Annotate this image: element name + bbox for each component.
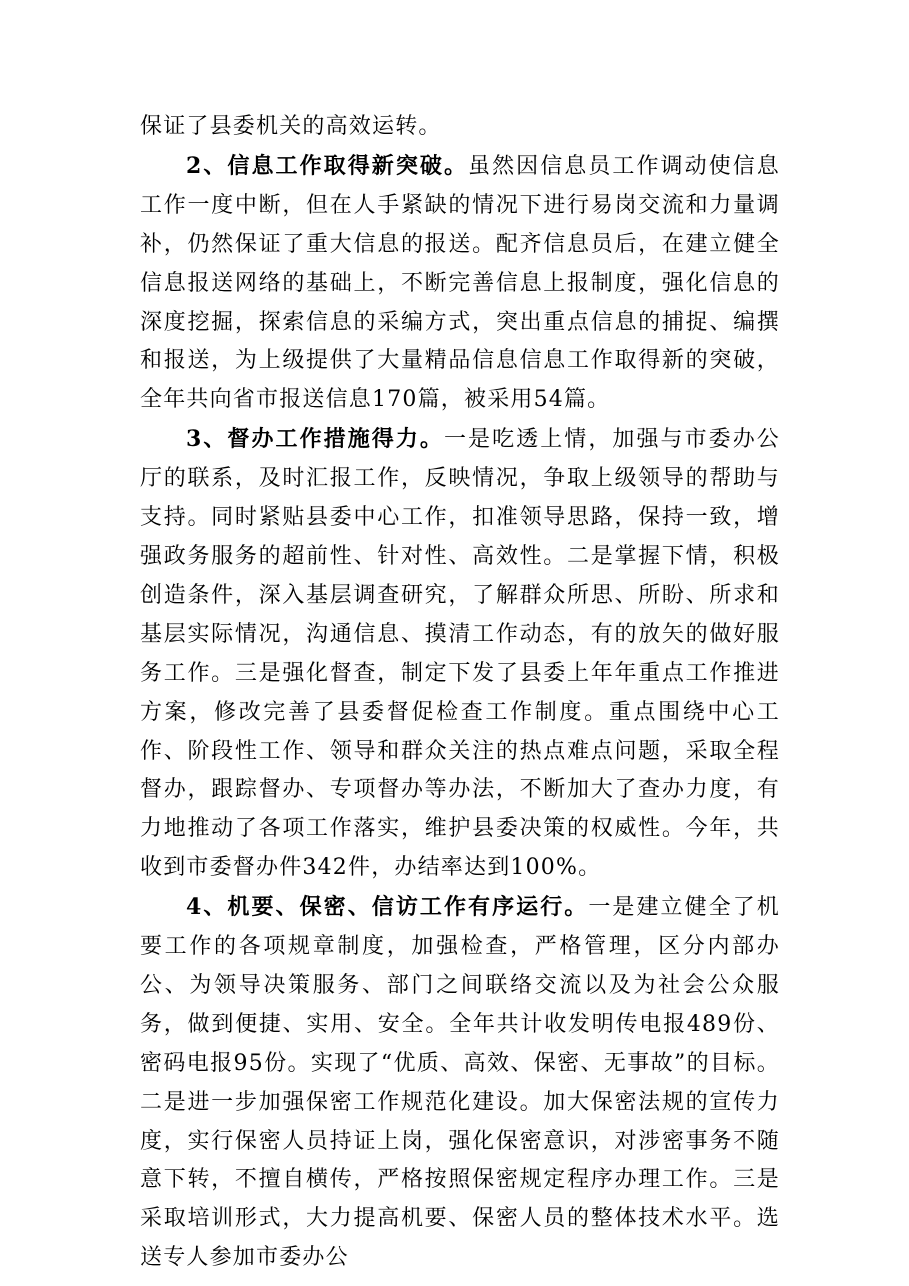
paragraph-text: 虽然因信息员工作调动使信息工作一度中断，但在人手紧缺的情况下进行易岗交流和力量调补，仍然保证了重大信息的报送。配齐信息员后，在建立健全信息报送网络的基础上，不断完善信息上报制度，强化信息的深度挖掘，探索信息的采编方式，突出重点信息的捕捉、编撰和报送，为上级提供了大量精品信息信息工作取得新的突破，全年共向省市报送信息170篇，被采用54篇。: [140, 153, 780, 413]
paragraph-heading: 2、信息工作取得新突破。: [186, 152, 469, 179]
paragraph-text: 一是吃透上情，加强与市委办公厅的联系，及时汇报工作，反映情况，争取上级领导的帮助与支持。同时紧贴县委中心工作，扣准领导思路，保持一致，增强政务服务的超前性、针对性、高效性。二是掌握下情，积极创造条件，深入基层调查研究，了解群众所思、所盼、所求和基层实际情况，沟通信息、摸清工作动态，有的放矢的做好服务工作。三是强化督查，制定下发了县委上年年重点工作推进方案，修改完善了县委督促检查工作制度。重点围绕中心工作、阶段性工作、领导和群众关注的热点难点问题，采取全程督办，跟踪督办、专项督办等办法，不断加大了查办力度，有力地推动了各项工作落实，维护县委决策的权威性。今年，共收到市委督办件342件，办结率达到100%。: [140, 427, 780, 881]
document-body: [140, 108, 780, 1278]
paragraph-heading: 4、机要、保密、信访工作有序运行。: [186, 894, 589, 921]
paragraph-heading: 3、督办工作措施得力。: [186, 426, 444, 453]
paragraph-information-work: [140, 147, 780, 420]
paragraph-text: 保证了县委机关的高效运转。: [140, 114, 442, 139]
paragraph-continuation: [140, 108, 780, 147]
paragraph-text: 一是建立健全了机要工作的各项规章制度，加强检查，严格管理，区分内部办公、为领导决策服务、部门之间联络交流以及为社会公众服务，做到便捷、实用、安全。全年共计收发明传电报489份、密码电报95份。实现了“优质、高效、保密、无事故”的目标。二是进一步加强保密工作规范化建设。加大保密法规的宣传力度，实行保密人员持证上岗，强化保密意识，对涉密事务不随意下转，不擅自横传，严格按照保密规定程序办理工作。三是采取培训形式，大力提高机要、保密人员的整体技术水平。选送专人参加市委办公: [140, 895, 780, 1271]
paragraph-supervision-work: [140, 420, 780, 888]
paragraph-confidential-work: [140, 888, 780, 1278]
